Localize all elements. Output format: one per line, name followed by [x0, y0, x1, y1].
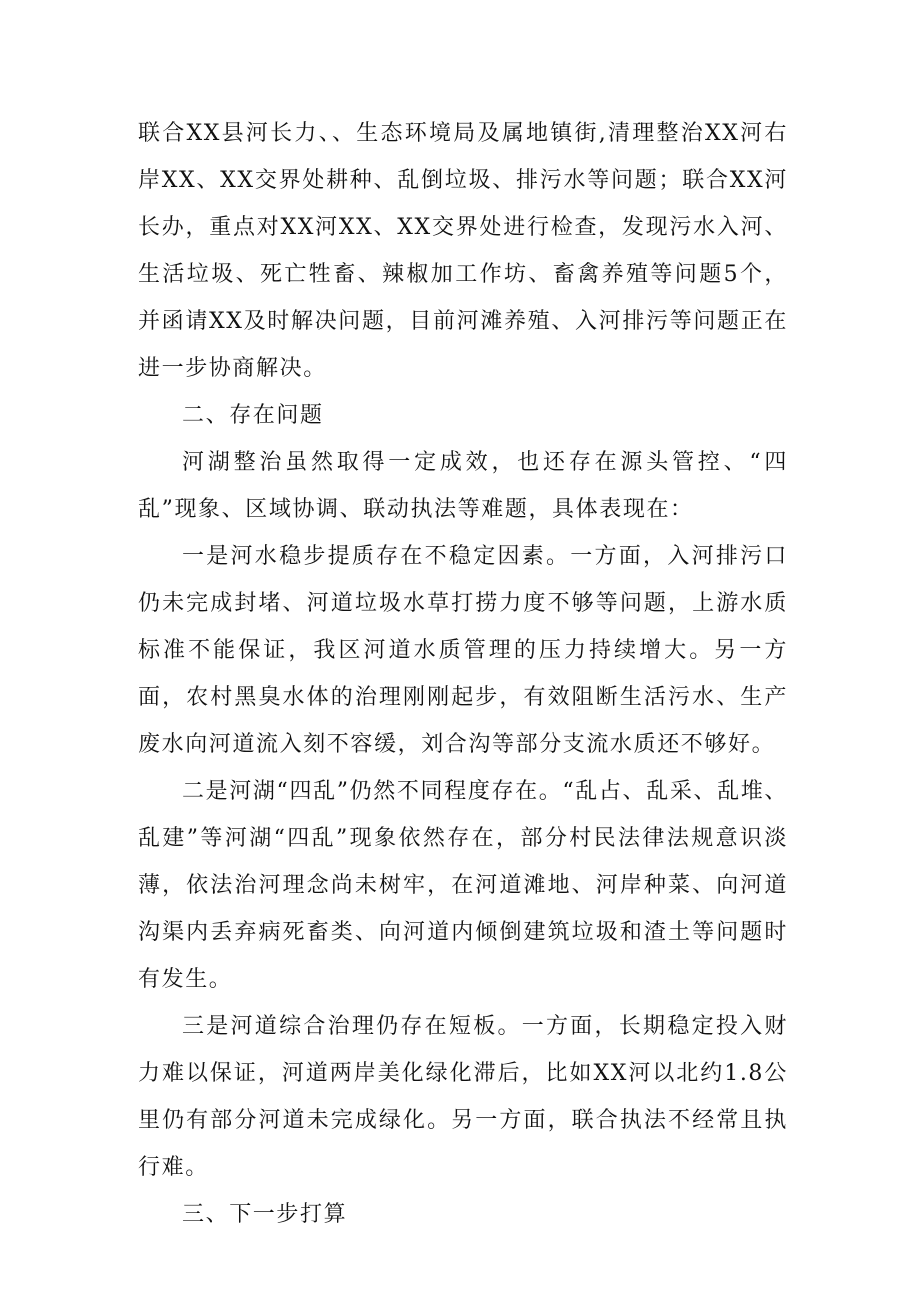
paragraph-continued-actions: 联合XX县河长力、、生态环境局及属地镇街,清理整治XX河右岸XX、XX交界处耕种、乱倒垃圾、排污水等问题；联合XX河长办，重点对XX河XX、XX交界处进行检查，发现污水入河、生活垃圾、死亡牲畜、辣椒加工作坊、畜禽养殖等问题5个，并函请XX及时解决问题，目前河滩养殖、入河排污等问题正在进一步协商解决。: [138, 121, 788, 381]
paragraph-problem-four-chaos: 二是河湖“四乱”仍然不同程度存在。“乱占、乱采、乱堆、乱建”等河湖“四乱”现象依然存在，部分村民法律法规意识淡薄，依法治河理念尚未树牢，在河道滩地、河岸种菜、向河道沟渠内丢弃病死畜类、向河道内倾倒建筑垃圾和渣土等问题时有发生。: [138, 779, 788, 992]
paragraph-problem-water-quality: 一是河水稳步提质存在不稳定因素。一方面，入河排污口仍未完成封堵、河道垃圾水草打捞力度不够等问题，上游水质标准不能保证，我区河道水质管理的压力持续增大。另一方面，农村黑臭水体的治理刚刚起步，有效阻断生活污水、生产废水向河道流入刻不容缓，刘合沟等部分支流水质还不够好。: [138, 544, 788, 757]
section-heading-next-steps: 三、下一步打算: [182, 1202, 348, 1227]
paragraph-problems-intro: 河湖整治虽然取得一定成效，也还存在源头管控、“四乱”现象、区域协调、联动执法等难题，具体表现在：: [138, 450, 788, 522]
document-body: [138, 110, 788, 1238]
paragraph-problem-governance-shortfall: 三是河道综合治理仍存在短板。一方面，长期稳定投入财力难以保证，河道两岸美化绿化滞后，比如XX河以北约1.8公里仍有部分河道未完成绿化。另一方面，联合执法不经常且执行难。: [138, 1014, 788, 1180]
section-heading-existing-problems: 二、存在问题: [182, 403, 324, 428]
